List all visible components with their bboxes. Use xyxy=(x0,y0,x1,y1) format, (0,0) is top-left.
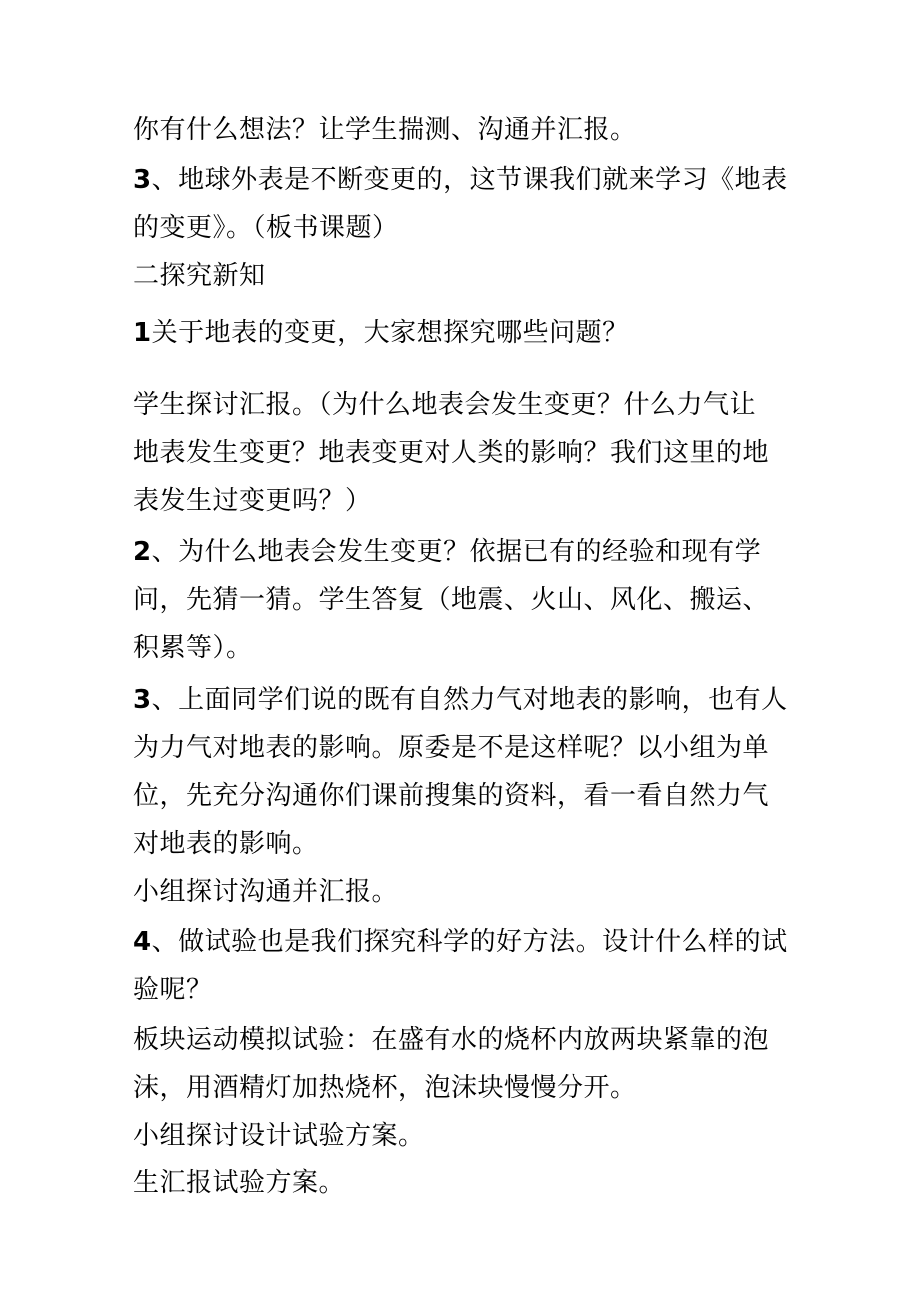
numbered-line: 1关于地表的变更，大家想探究哪些问题？ xyxy=(133,318,629,348)
numbered-line: 3、地球外表是不断变更的，这节课我们就来学习《地表 xyxy=(133,165,788,195)
text-line: 积累等）。 xyxy=(133,633,253,663)
numbered-line: 2、为什么地表会发生变更？依据已有的经验和现有学 xyxy=(133,537,762,567)
text-line: 对地表的影响。 xyxy=(133,829,319,859)
text-line: 地表发生变更？地表变更对人类的影响？我们这里的地 xyxy=(133,438,770,468)
section-heading: 二探究新知 xyxy=(133,261,266,291)
text-line: 小组探讨沟通并汇报。 xyxy=(133,877,399,907)
text-line: 表发生过变更吗？） xyxy=(133,486,372,516)
item-number: 2 xyxy=(133,537,152,567)
text-line: 沫，用酒精灯加热烧杯，泡沫块慢慢分开。 xyxy=(133,1073,637,1103)
numbered-line: 4、做试验也是我们探究科学的好方法。设计什么样的试 xyxy=(133,927,788,957)
numbered-line: 3、上面同学们说的既有自然力气对地表的影响，也有人 xyxy=(133,685,788,715)
text-line: 问，先猜一猜。学生答复（地震、火山、风化、搬运、 xyxy=(133,585,770,615)
text-line: 验呢？ xyxy=(133,975,213,1005)
text-line: 你有什么想法？让学生揣测、沟通并汇报。 xyxy=(133,115,637,145)
item-number: 3 xyxy=(133,685,152,715)
text-line: 板块运动模拟试验：在盛有水的烧杯内放两块紧靠的泡 xyxy=(133,1025,770,1055)
item-number: 3 xyxy=(133,165,152,195)
text-line: 为力气对地表的影响。原委是不是这样呢？以小组为单 xyxy=(133,733,770,763)
item-number: 4 xyxy=(133,927,152,957)
item-number: 1 xyxy=(133,318,152,348)
text-line: 位，先充分沟通你们课前搜集的资料，看一看自然力气 xyxy=(133,781,770,811)
text-line: 小组探讨设计试验方案。 xyxy=(133,1121,425,1151)
text-line: 的变更》。（板书课题） xyxy=(133,213,399,243)
text-line: 生汇报试验方案。 xyxy=(133,1168,346,1198)
text-line: 学生探讨汇报。（为什么地表会发生变更？什么力气让 xyxy=(133,390,757,420)
